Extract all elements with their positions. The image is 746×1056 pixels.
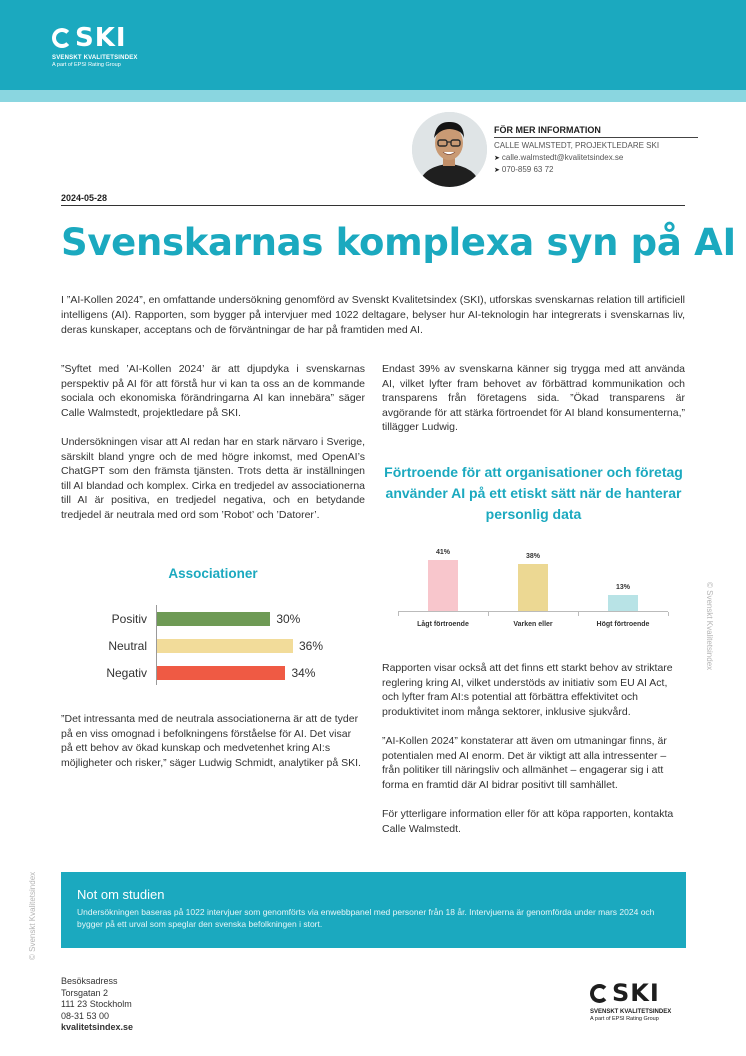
right-paragraph-1: Endast 39% av svenskarna känner sig trygga med att använda AI, vilket lyfter fram behovet av förbättrad kommunikation och transparens från företagens sida. ”Ökad transparens är avgörande för att stärka förtroendet för AI bland konsumenterna,” tillägger Ludwig. [382, 363, 685, 433]
address-block [61, 976, 133, 1034]
ski-ring-icon [590, 984, 609, 1003]
right-column-top [382, 362, 685, 450]
contact-name: CALLE WALMSTEDT, PROJEKTLEDARE SKI [494, 141, 660, 150]
contact-photo [412, 112, 487, 187]
logo-text: SKI [612, 979, 660, 1007]
header-logo [52, 24, 138, 68]
associations-value-label: 34% [291, 666, 316, 680]
date-divider [61, 205, 685, 206]
address-label: Besöksadress [61, 976, 118, 986]
associations-bar [157, 666, 285, 680]
footer-logo [590, 980, 671, 1022]
address-street: Torsgatan 2 [61, 987, 109, 998]
trust-chart [398, 538, 668, 633]
associations-value-label: 36% [299, 639, 324, 653]
address-website-link[interactable]: kvalitetsindex.se [61, 1022, 134, 1032]
study-note-text: Undersökningen baseras på 1022 intervjuer som genomförts via enwebbpanel med personer från 18 år. Intervjuerna är genomförda under mars 2024 och bygger på ett urval som speglar den svenska befolkningen i stort. [77, 907, 655, 929]
person-portrait-icon [412, 112, 487, 187]
watermark-left: © Svenskt Kvalitetsindex [28, 871, 37, 960]
trust-axis-tick [668, 612, 669, 616]
header-stripe [0, 90, 746, 102]
trust-category-label: Lågt förtroende [417, 621, 469, 628]
trust-chart-title: Förtroende för att organisationer och företag använder AI på ett etiskt sätt när de hanterar personlig data [384, 464, 683, 522]
logo-tagline: A part of EPSI Rating Group [590, 1016, 659, 1022]
left-column-bottom [61, 712, 365, 785]
trust-axis-tick [488, 612, 489, 616]
watermark-right: © Svenskt Kvalitetsindex [705, 582, 714, 671]
trust-axis-tick [578, 612, 579, 616]
logo-mark [52, 24, 138, 52]
left-paragraph-1: ”Syftet med ’AI-Kollen 2024’ är att djupdyka i svenskarnas perspektiv på AI för att förstå hur vi kan ta oss an de kommande sociala och ekonomiska förändringarna AI kan innebära” säger Calle Walmstedt, projektledare på SKI. [61, 363, 365, 419]
logo-text: SKI [75, 23, 127, 53]
trust-bar [518, 564, 548, 611]
contact-block [494, 125, 698, 174]
associations-bar [157, 612, 270, 626]
trust-value-label: 38% [525, 552, 540, 560]
associations-row [61, 612, 365, 626]
contact-title: FÖR MER INFORMATION [494, 125, 698, 138]
address-city: 111 23 Stockholm [61, 999, 132, 1009]
study-note-title: Not om studien [77, 887, 165, 902]
trust-value-label: 13% [615, 583, 630, 591]
associations-chart-title: Associationer [168, 566, 258, 581]
logo-mark [590, 980, 671, 1006]
contact-phone: 070-859 63 72 [501, 165, 554, 174]
contact-email-line [494, 153, 698, 162]
left-paragraph-3: ”Det intressanta med de neutrala associationerna är att de tyder på en viss omognad i befolkningens förståelse för AI. Det visar på ett behov av ökad kunskap och medvetenhet kring AI:s möjligheter och risker,” säger Ludwig Schmidt, analytiker på SKI. [61, 713, 361, 769]
associations-row [61, 639, 365, 653]
right-paragraph-4: För ytterligare information eller för att köpa rapporten, kontakta Calle Walmstedt. [382, 808, 674, 835]
arrow-right-icon: ➤ [494, 167, 500, 174]
logo-tagline: A part of EPSI Rating Group [52, 62, 121, 68]
trust-bar [428, 560, 458, 611]
trust-category-label: Varken eller [513, 621, 553, 628]
publish-date: 2024-05-28 [61, 193, 108, 203]
right-paragraph-3: ”AI-Kollen 2024” konstaterar att även om utmaningar finns, är potentialen med AI enorm. Det är viktigt att alla intressenter – från politiker till näringsliv och allmänhet – engagerar sig i att forma en framtid där AI bidrar positivt till samhället. [382, 735, 667, 791]
logo-subtitle: SVENSKT KVALITETSINDEX [52, 55, 138, 61]
arrow-right-icon: ➤ [494, 155, 500, 162]
left-paragraph-2: Undersökningen visar att AI redan har en stark närvaro i Sverige, särskilt bland yngre och de med högre inkomst, med OpenAI’s ChatGPT som den främsta tjänsten. Trots detta är inställningen till AI blandad och komplex. Cirka en tredjedel av associationerna till AI är positiva, en tredjedel negativa, och en betydande tredjedel är neutrala med ord som ’Robot’ och ’Datorer’. [61, 436, 365, 521]
trust-value-label: 41% [435, 549, 450, 556]
associations-row [61, 666, 365, 680]
right-paragraph-2: Rapporten visar också att det finns ett starkt behov av striktare reglering kring AI, vilket understöds av initiativ som EU AI Act, och lyfter fram AI:s potential att förbättra effektivitet och produktivitet inom många sektorer, inklusive sjukvård. [382, 662, 673, 718]
associations-category-label: Neutral [108, 639, 147, 653]
associations-category-label: Negativ [106, 666, 147, 680]
page-title: Svenskarnas komplexa syn på AI [61, 221, 736, 264]
contact-email-link[interactable]: calle.walmstedt@kvalitetsindex.se [501, 153, 624, 162]
study-note-box [61, 872, 686, 948]
left-column-top [61, 362, 365, 537]
contact-phone-line [494, 165, 698, 174]
trust-axis-tick [398, 612, 399, 616]
trust-category-label: Högt förtroende [596, 621, 650, 628]
logo-subtitle: SVENSKT KVALITETSINDEX [590, 1009, 672, 1015]
associations-value-label: 30% [276, 612, 301, 626]
address-phone: 08-31 53 00 [61, 1010, 110, 1021]
ski-ring-icon [52, 28, 72, 48]
right-column-bottom [382, 661, 685, 851]
associations-bar [157, 639, 293, 653]
trust-axis [398, 611, 668, 612]
associations-category-label: Positiv [111, 612, 147, 626]
trust-bar [608, 595, 638, 611]
intro-paragraph: I ”AI-Kollen 2024”, en omfattande undersökning genomförd av Svenskt Kvalitetsindex (SKI), utforskas svenskarnas relation till artificiell intelligens (AI). Rapporten, som bygger på intervjuer med 1022 deltagare, belyser hur AI-teknologin har integrerats i svenskarnas liv, deras kunskaper, acceptans och de förväntningar de har på framtiden med AI. [61, 294, 685, 336]
